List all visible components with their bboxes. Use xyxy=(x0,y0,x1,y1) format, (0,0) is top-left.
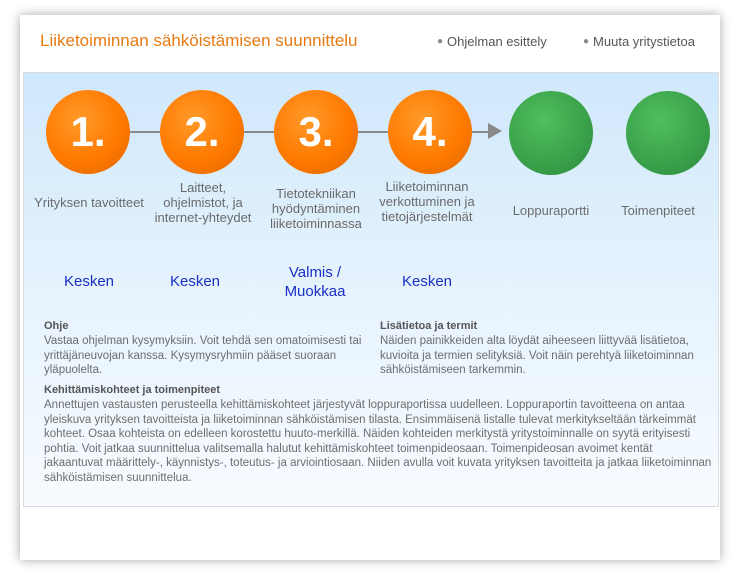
nav-link-ohjelman-esittely[interactable]: ● Ohjelman esittely xyxy=(437,34,547,49)
step-connector xyxy=(358,131,388,133)
kehittamiskohteet-heading: Kehittämiskohteet ja toimenpiteet xyxy=(44,384,221,396)
step-4-button[interactable]: 4. xyxy=(388,90,472,174)
ohje-text: Vastaa ohjelman kysymyksiin. Voit tehdä sen omatoimisesti tai yrittäjäneuvojan kanssa. Kysymysryhmiin pääset suoraan yläpuolelta. xyxy=(44,335,362,376)
step-3-button[interactable]: 3. xyxy=(274,90,358,174)
step-2-button[interactable]: 2. xyxy=(160,90,244,174)
kehittamiskohteet-text: Annettujen vastausten perusteella kehittämiskohteet järjestyvät loppuraportissa uudelleen. Loppuraportin tavoitteena on antaa yleiskuva yrityksen tavoitteista ja liiketoiminnan sähköistämisen tilasta. Ensimmäisenä listalle tulevat merkitykseltään tärkeimmät kohteet. Osaa kohteista on edelleen korostettu huuto-merkillä. Näiden kohteiden merkitystä yritystoiminnalle on syytä erityisesti pohtia. Voit jatkaa suunnittelua valitsemalla halutut kehittämiskohteet toimenpideosaan. Toimenpideosan avoimet kentät jakaantuvat määrittely-, käynnistys-, toteutus- ja arviointiosaan. Niiden avulla voit kuvata yrityksen tavoitteita ja jatkaa liiketoiminnan sähköistämisen suunnittelua. xyxy=(44,399,712,484)
lisatietoa-text: Näiden painikkeiden alta löydät aiheeseen liittyvää lisätietoa, kuvioita ja termien selityksiä. Voit näin perehtyä liiketoiminnan sähköistämiseen tarkemmin. xyxy=(380,335,694,376)
bullet-icon: ● xyxy=(437,36,444,47)
toimenpiteet-label: Toimenpiteet xyxy=(621,203,695,218)
lisatietoa-heading: Lisätietoa ja termit xyxy=(380,320,478,332)
step-1-status-link[interactable]: Kesken xyxy=(63,273,115,290)
step-1-button[interactable]: 1. xyxy=(46,90,130,174)
page-title: Liiketoiminnan sähköistämisen suunnittelu xyxy=(40,31,358,50)
step-3-status-link[interactable]: Valmis / Muokkaa xyxy=(284,264,346,300)
step-3-label: Tietotekniikan hyödyntäminen liiketoiminnassa xyxy=(270,186,362,231)
toimenpiteet-button[interactable] xyxy=(626,91,710,175)
header xyxy=(20,15,720,70)
nav-link-muuta-yritystietoa[interactable]: ● Muuta yritystietoa xyxy=(583,34,695,49)
step-connector xyxy=(244,131,274,133)
step-1-label: Yrityksen tavoitteet xyxy=(34,195,144,210)
loppuraportti-label: Loppuraportti xyxy=(512,203,590,218)
step-2-status-link[interactable]: Kesken xyxy=(169,273,221,290)
step-4-status-link[interactable]: Kesken xyxy=(401,273,453,290)
ohje-heading: Ohje xyxy=(44,320,69,332)
step-4-label: Liiketoiminnan verkottuminen ja tietojärjestelmät xyxy=(379,179,475,224)
bullet-icon: ● xyxy=(583,36,590,47)
loppuraportti-button[interactable] xyxy=(509,91,593,175)
step-connector xyxy=(130,131,160,133)
arrow-right-icon xyxy=(488,123,502,139)
step-2-label: Laitteet, ohjelmistot, ja internet-yhteydet xyxy=(154,180,252,225)
